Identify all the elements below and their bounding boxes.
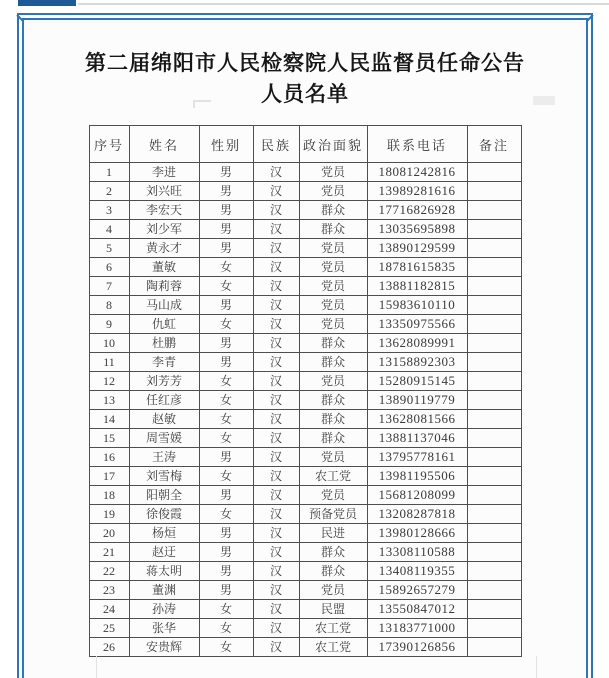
- roster-table-header: [89, 126, 521, 163]
- cell-no: 13: [89, 391, 129, 410]
- cell-name: 董渊: [129, 581, 199, 600]
- cell-gender: 男: [199, 163, 253, 182]
- roster-table: [89, 125, 522, 657]
- cell-no: 9: [89, 315, 129, 334]
- cell-no: 10: [89, 334, 129, 353]
- cell-name: 刘芳芳: [129, 372, 199, 391]
- cell-no: 21: [89, 543, 129, 562]
- cell-political: 党员: [299, 277, 367, 296]
- cell-note: [467, 315, 521, 334]
- table-row: [89, 391, 521, 410]
- cell-note: [467, 505, 521, 524]
- cell-name: 杨烜: [129, 524, 199, 543]
- table-row: [89, 353, 521, 372]
- cell-note: [467, 163, 521, 182]
- cell-gender: 女: [199, 638, 253, 657]
- cell-gender: 男: [199, 486, 253, 505]
- cell-gender: 男: [199, 239, 253, 258]
- cell-note: [467, 353, 521, 372]
- cell-gender: 男: [199, 524, 253, 543]
- table-row: [89, 296, 521, 315]
- cell-gender: 男: [199, 296, 253, 315]
- cell-ethnicity: 汉: [253, 505, 299, 524]
- header-row: [89, 126, 521, 163]
- cell-political: 农工党: [299, 619, 367, 638]
- cell-ethnicity: 汉: [253, 239, 299, 258]
- cell-phone: 13208287818: [367, 505, 467, 524]
- cell-gender: 女: [199, 277, 253, 296]
- cell-political: 党员: [299, 258, 367, 277]
- cell-note: [467, 410, 521, 429]
- table-row: [89, 334, 521, 353]
- cell-phone: 17716826928: [367, 201, 467, 220]
- table-row: [89, 619, 521, 638]
- cell-phone: 13550847012: [367, 600, 467, 619]
- table-row: [89, 163, 521, 182]
- cell-gender: 女: [199, 619, 253, 638]
- cell-political: 农工党: [299, 467, 367, 486]
- frame-inner-border: [22, 18, 588, 678]
- cell-ethnicity: 汉: [253, 486, 299, 505]
- cell-note: [467, 600, 521, 619]
- table-row: [89, 372, 521, 391]
- cell-gender: 男: [199, 220, 253, 239]
- cell-political: 农工党: [299, 638, 367, 657]
- cell-phone: 15280915145: [367, 372, 467, 391]
- cell-ethnicity: 汉: [253, 201, 299, 220]
- cell-note: [467, 296, 521, 315]
- cell-ethnicity: 汉: [253, 638, 299, 657]
- column-header-no: 序号: [89, 126, 129, 163]
- cell-note: [467, 638, 521, 657]
- cell-no: 8: [89, 296, 129, 315]
- document-title-line2: 人员名单: [261, 83, 349, 106]
- cell-ethnicity: 汉: [253, 619, 299, 638]
- cell-name: 张华: [129, 619, 199, 638]
- cell-ethnicity: 汉: [253, 182, 299, 201]
- cell-no: 6: [89, 258, 129, 277]
- cell-note: [467, 220, 521, 239]
- cell-note: [467, 562, 521, 581]
- cell-no: 15: [89, 429, 129, 448]
- table-row: [89, 600, 521, 619]
- cell-no: 4: [89, 220, 129, 239]
- cell-political: 党员: [299, 315, 367, 334]
- cell-political: 群众: [299, 353, 367, 372]
- cell-name: 李青: [129, 353, 199, 372]
- cell-no: 20: [89, 524, 129, 543]
- cell-note: [467, 581, 521, 600]
- cell-note: [467, 486, 521, 505]
- cell-gender: 男: [199, 562, 253, 581]
- cell-no: 22: [89, 562, 129, 581]
- cell-name: 董敏: [129, 258, 199, 277]
- cell-phone: 13881137046: [367, 429, 467, 448]
- window-accent-bar: [18, 0, 76, 6]
- cell-political: 群众: [299, 429, 367, 448]
- cell-name: 王涛: [129, 448, 199, 467]
- cell-name: 刘兴旺: [129, 182, 199, 201]
- cell-name: 徐俊霞: [129, 505, 199, 524]
- table-row: [89, 315, 521, 334]
- cell-name: 周雪媛: [129, 429, 199, 448]
- column-header-note: 备注: [467, 126, 521, 163]
- document-page: [28, 24, 582, 678]
- cell-gender: 女: [199, 410, 253, 429]
- cell-political: 群众: [299, 543, 367, 562]
- cell-ethnicity: 汉: [253, 543, 299, 562]
- cell-name: 马山成: [129, 296, 199, 315]
- cell-no: 3: [89, 201, 129, 220]
- cell-name: 阳朝全: [129, 486, 199, 505]
- cell-political: 群众: [299, 201, 367, 220]
- cell-phone: 13350975566: [367, 315, 467, 334]
- cell-note: [467, 277, 521, 296]
- cell-phone: 13795778161: [367, 448, 467, 467]
- cell-phone: 18081242816: [367, 163, 467, 182]
- cell-no: 24: [89, 600, 129, 619]
- cell-ethnicity: 汉: [253, 524, 299, 543]
- document-title-line1: 第二届绵阳市人民检察院人民监督员任命公告: [85, 52, 525, 75]
- margin-guide: [536, 656, 537, 678]
- cell-phone: 13628081566: [367, 410, 467, 429]
- cell-ethnicity: 汉: [253, 334, 299, 353]
- table-row: [89, 562, 521, 581]
- cell-political: 党员: [299, 581, 367, 600]
- cell-gender: 女: [199, 372, 253, 391]
- cell-no: 16: [89, 448, 129, 467]
- cell-phone: 13989281616: [367, 182, 467, 201]
- cell-gender: 女: [199, 258, 253, 277]
- cell-note: [467, 372, 521, 391]
- table-row: [89, 239, 521, 258]
- cell-ethnicity: 汉: [253, 448, 299, 467]
- cell-note: [467, 429, 521, 448]
- cell-no: 23: [89, 581, 129, 600]
- cell-phone: 13158892303: [367, 353, 467, 372]
- table-row: [89, 505, 521, 524]
- cell-political: 党员: [299, 163, 367, 182]
- document-title: [28, 48, 582, 110]
- cell-phone: 13183771000: [367, 619, 467, 638]
- cell-gender: 女: [199, 315, 253, 334]
- cell-phone: 15983610110: [367, 296, 467, 315]
- cell-ethnicity: 汉: [253, 163, 299, 182]
- cell-ethnicity: 汉: [253, 467, 299, 486]
- cell-note: [467, 524, 521, 543]
- cell-political: 党员: [299, 182, 367, 201]
- table-row: [89, 448, 521, 467]
- cell-note: [467, 619, 521, 638]
- table-row: [89, 524, 521, 543]
- cell-phone: 13981195506: [367, 467, 467, 486]
- table-row: [89, 220, 521, 239]
- cell-political: 民盟: [299, 600, 367, 619]
- cell-political: 群众: [299, 410, 367, 429]
- cell-political: 群众: [299, 220, 367, 239]
- table-row: [89, 429, 521, 448]
- cell-note: [467, 543, 521, 562]
- cell-name: 陶莉蓉: [129, 277, 199, 296]
- cell-note: [467, 239, 521, 258]
- cell-note: [467, 258, 521, 277]
- cell-no: 11: [89, 353, 129, 372]
- cell-phone: 13881182815: [367, 277, 467, 296]
- cell-phone: 13408119355: [367, 562, 467, 581]
- cell-no: 1: [89, 163, 129, 182]
- cell-phone: 13035695898: [367, 220, 467, 239]
- cell-no: 19: [89, 505, 129, 524]
- table-row: [89, 486, 521, 505]
- cell-name: 赵敏: [129, 410, 199, 429]
- cell-ethnicity: 汉: [253, 296, 299, 315]
- cell-name: 李进: [129, 163, 199, 182]
- table-row: [89, 258, 521, 277]
- cell-no: 2: [89, 182, 129, 201]
- cell-ethnicity: 汉: [253, 220, 299, 239]
- cell-ethnicity: 汉: [253, 581, 299, 600]
- cell-gender: 男: [199, 353, 253, 372]
- cell-political: 预备党员: [299, 505, 367, 524]
- margin-guide: [533, 96, 555, 105]
- cell-ethnicity: 汉: [253, 562, 299, 581]
- table-row: [89, 638, 521, 657]
- cell-name: 李宏天: [129, 201, 199, 220]
- table-row: [89, 467, 521, 486]
- cell-phone: 15681208099: [367, 486, 467, 505]
- cell-note: [467, 334, 521, 353]
- cell-name: 刘雪梅: [129, 467, 199, 486]
- column-header-name: 姓名: [129, 126, 199, 163]
- cell-political: 民进: [299, 524, 367, 543]
- cell-name: 孙涛: [129, 600, 199, 619]
- column-header-gender: 性别: [199, 126, 253, 163]
- column-header-phone: 联系电话: [367, 126, 467, 163]
- cell-gender: 男: [199, 182, 253, 201]
- table-row: [89, 182, 521, 201]
- cell-political: 党员: [299, 448, 367, 467]
- cell-name: 赵迂: [129, 543, 199, 562]
- cell-no: 12: [89, 372, 129, 391]
- cell-political: 群众: [299, 334, 367, 353]
- cell-political: 群众: [299, 391, 367, 410]
- cell-name: 杜鹏: [129, 334, 199, 353]
- table-row: [89, 543, 521, 562]
- cell-note: [467, 201, 521, 220]
- cell-ethnicity: 汉: [253, 258, 299, 277]
- cell-phone: 13308110588: [367, 543, 467, 562]
- window-top-divider: [78, 3, 609, 5]
- cell-no: 5: [89, 239, 129, 258]
- cell-name: 任红彦: [129, 391, 199, 410]
- cell-name: 安贵辉: [129, 638, 199, 657]
- cell-political: 党员: [299, 296, 367, 315]
- cell-political: 党员: [299, 239, 367, 258]
- table-row: [89, 410, 521, 429]
- table-row: [89, 277, 521, 296]
- cell-gender: 女: [199, 391, 253, 410]
- cell-note: [467, 448, 521, 467]
- cell-note: [467, 467, 521, 486]
- cell-name: 黄永才: [129, 239, 199, 258]
- cell-ethnicity: 汉: [253, 391, 299, 410]
- cell-name: 仇虹: [129, 315, 199, 334]
- cell-name: 蒋太明: [129, 562, 199, 581]
- cell-phone: 13890129599: [367, 239, 467, 258]
- cell-ethnicity: 汉: [253, 315, 299, 334]
- cell-gender: 男: [199, 334, 253, 353]
- roster-table-body: [89, 163, 521, 657]
- cell-phone: 13980128666: [367, 524, 467, 543]
- cell-political: 党员: [299, 372, 367, 391]
- cell-phone: 17390126856: [367, 638, 467, 657]
- cell-phone: 13628089991: [367, 334, 467, 353]
- cell-gender: 女: [199, 600, 253, 619]
- cell-gender: 男: [199, 448, 253, 467]
- margin-guide: [96, 656, 97, 678]
- cell-gender: 男: [199, 543, 253, 562]
- cell-gender: 男: [199, 581, 253, 600]
- table-row: [89, 201, 521, 220]
- cell-no: 14: [89, 410, 129, 429]
- cell-no: 17: [89, 467, 129, 486]
- table-row: [89, 581, 521, 600]
- column-header-political: 政治面貌: [299, 126, 367, 163]
- margin-guide: [193, 100, 195, 108]
- cell-gender: 女: [199, 429, 253, 448]
- cell-political: 党员: [299, 486, 367, 505]
- cell-no: 7: [89, 277, 129, 296]
- cell-name: 刘少军: [129, 220, 199, 239]
- cell-phone: 15892657279: [367, 581, 467, 600]
- cell-note: [467, 391, 521, 410]
- margin-guide: [193, 100, 211, 102]
- cell-phone: 18781615835: [367, 258, 467, 277]
- selected-image-frame[interactable]: [17, 13, 593, 678]
- column-header-ethnicity: 民族: [253, 126, 299, 163]
- cell-ethnicity: 汉: [253, 372, 299, 391]
- cell-political: 群众: [299, 562, 367, 581]
- cell-note: [467, 182, 521, 201]
- cell-ethnicity: 汉: [253, 429, 299, 448]
- cell-no: 25: [89, 619, 129, 638]
- cell-no: 26: [89, 638, 129, 657]
- cell-gender: 女: [199, 505, 253, 524]
- cell-ethnicity: 汉: [253, 277, 299, 296]
- cell-ethnicity: 汉: [253, 410, 299, 429]
- cell-ethnicity: 汉: [253, 600, 299, 619]
- cell-gender: 女: [199, 467, 253, 486]
- cell-phone: 13890119779: [367, 391, 467, 410]
- cell-gender: 男: [199, 201, 253, 220]
- cell-ethnicity: 汉: [253, 353, 299, 372]
- cell-no: 18: [89, 486, 129, 505]
